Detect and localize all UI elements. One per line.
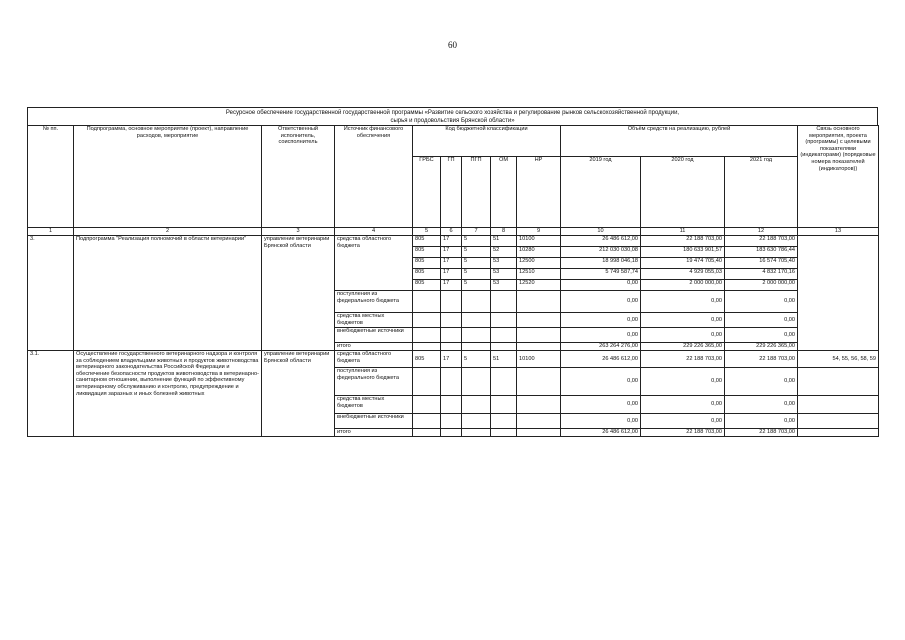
cell-2021: 0,00 bbox=[725, 368, 798, 396]
source-federal: поступления из федерального бюджета bbox=[335, 368, 413, 396]
cell-2021: 16 574 705,40 bbox=[725, 258, 798, 269]
cell-pgp: 5 bbox=[462, 280, 491, 291]
col-number: 10 bbox=[561, 228, 641, 236]
cell-2021: 0,00 bbox=[725, 328, 798, 343]
cell-2020: 19 474 705,40 bbox=[641, 258, 725, 269]
cell-link: 54, 55, 56, 58, 59 bbox=[798, 351, 879, 368]
col-number: 9 bbox=[517, 228, 561, 236]
page-number: 60 bbox=[448, 40, 457, 50]
cell-2019: 26 486 612,00 bbox=[561, 236, 641, 247]
row-executor: управление ветеринарии Брянской области bbox=[262, 236, 335, 351]
cell-2020: 22 188 703,00 bbox=[641, 429, 725, 437]
col-number: 2 bbox=[74, 228, 262, 236]
header-subprogram: Подпрограмма, основное мероприятие (проект), направление расходов, мероприятие bbox=[74, 126, 262, 228]
cell-2021: 229 226 365,00 bbox=[725, 343, 798, 351]
column-numbers-row bbox=[28, 228, 879, 236]
cell-grbs: 805 bbox=[413, 351, 441, 368]
cell-2020: 0,00 bbox=[641, 313, 725, 328]
cell-2021: 0,00 bbox=[725, 313, 798, 328]
row-name: Осуществление государственного ветеринарного надзора и контроля за соблюдением владельцами животных и продуктов животноводства ветеринарного законодательства Российской Федерации и обеспечение безопасности продуктов животноводства в ветеринарно-санитарном отношении, выполнение функций по эффективному ветеринарному обслуживанию и контролю, предупреждение и ликвидация заразных и иных болезней животных bbox=[74, 351, 262, 437]
header-2020: 2020 год bbox=[641, 157, 725, 228]
cell-2021: 0,00 bbox=[725, 396, 798, 414]
cell-2021: 22 188 703,00 bbox=[725, 429, 798, 437]
cell-gp: 17 bbox=[441, 280, 462, 291]
total-label: итого bbox=[335, 343, 413, 351]
cell-grbs: 805 bbox=[413, 247, 441, 258]
cell-2021: 183 630 786,44 bbox=[725, 247, 798, 258]
title-line-2: сырья и продовольствия Брянской области» bbox=[390, 118, 515, 124]
header-grbs: ГРБС bbox=[413, 157, 441, 228]
cell-grbs: 805 bbox=[413, 258, 441, 269]
source-federal: поступления из федерального бюджета bbox=[335, 291, 413, 313]
header-row bbox=[28, 126, 879, 157]
cell-2019: 0,00 bbox=[561, 414, 641, 429]
cell-2020: 0,00 bbox=[641, 414, 725, 429]
cell-2021: 0,00 bbox=[725, 414, 798, 429]
cell-2021: 22 188 703,00 bbox=[725, 351, 798, 368]
title-line-1: Ресурсное обеспечение государственной государственной программы «Развитие сельского хозяйства и регулирование рынков сельскохозяйственной продукции, bbox=[225, 110, 680, 116]
row-executor: управление ветеринарии Брянской области bbox=[262, 351, 335, 437]
cell-nr: 12500 bbox=[517, 258, 561, 269]
cell-2019: 18 998 046,18 bbox=[561, 258, 641, 269]
header-executor: Ответственный исполнитель, соисполнитель bbox=[262, 126, 335, 228]
header-budget-code: Код бюджетной классификации bbox=[413, 126, 561, 157]
cell-om: 53 bbox=[491, 258, 517, 269]
cell-2019: 0,00 bbox=[561, 368, 641, 396]
header-2021: 2021 год bbox=[725, 157, 798, 228]
header-om: ОМ bbox=[491, 157, 517, 228]
col-number: 13 bbox=[798, 228, 879, 236]
cell-nr: 12510 bbox=[517, 269, 561, 280]
cell-pgp: 5 bbox=[462, 247, 491, 258]
cell-gp: 17 bbox=[441, 247, 462, 258]
col-number: 3 bbox=[262, 228, 335, 236]
cell-2020: 0,00 bbox=[641, 396, 725, 414]
cell-pgp: 5 bbox=[462, 269, 491, 280]
row-number: 3.1. bbox=[28, 351, 74, 437]
cell-2020: 22 188 703,00 bbox=[641, 351, 725, 368]
source-extra: внебюджетные источники bbox=[335, 328, 413, 343]
source-regional: средства областного бюджета bbox=[335, 351, 413, 368]
row-number: 3. bbox=[28, 236, 74, 351]
header-source: Источник финансового обеспечения bbox=[335, 126, 413, 228]
cell-2019: 26 486 612,00 bbox=[561, 429, 641, 437]
cell-nr: 10100 bbox=[517, 236, 561, 247]
header-link: Связь основного мероприятия, проекта (программы) с целевыми показателями (индикаторами) (порядковые номера показателей (индикаторов)) bbox=[798, 126, 879, 228]
cell-gp: 17 bbox=[441, 258, 462, 269]
cell-pgp: 5 bbox=[462, 351, 491, 368]
col-number: 6 bbox=[441, 228, 462, 236]
cell-nr: 10280 bbox=[517, 247, 561, 258]
cell-2019: 263 264 276,00 bbox=[561, 343, 641, 351]
cell-grbs: 805 bbox=[413, 269, 441, 280]
header-nr: НР bbox=[517, 157, 561, 228]
cell-link bbox=[798, 236, 879, 351]
cell-2020: 229 226 365,00 bbox=[641, 343, 725, 351]
cell-om: 53 bbox=[491, 269, 517, 280]
cell-2020: 22 188 703,00 bbox=[641, 236, 725, 247]
cell-2019: 0,00 bbox=[561, 396, 641, 414]
col-number: 1 bbox=[28, 228, 74, 236]
cell-2019: 0,00 bbox=[561, 280, 641, 291]
cell-2021: 2 000 000,00 bbox=[725, 280, 798, 291]
cell-2020: 0,00 bbox=[641, 368, 725, 396]
cell-2021: 0,00 bbox=[725, 291, 798, 313]
cell-2020: 0,00 bbox=[641, 291, 725, 313]
col-number: 8 bbox=[491, 228, 517, 236]
cell-2019: 5 749 587,74 bbox=[561, 269, 641, 280]
source-local: средства местных бюджетов bbox=[335, 313, 413, 328]
cell-2019: 0,00 bbox=[561, 328, 641, 343]
source-local: средства местных бюджетов bbox=[335, 396, 413, 414]
cell-om: 52 bbox=[491, 247, 517, 258]
cell-2021: 4 832 170,16 bbox=[725, 269, 798, 280]
cell-grbs: 805 bbox=[413, 236, 441, 247]
col-number: 7 bbox=[462, 228, 491, 236]
col-number: 4 bbox=[335, 228, 413, 236]
cell-gp: 17 bbox=[441, 236, 462, 247]
cell-2019: 212 030 030,08 bbox=[561, 247, 641, 258]
cell-nr: 10100 bbox=[517, 351, 561, 368]
cell-2020: 0,00 bbox=[641, 328, 725, 343]
resource-table bbox=[27, 125, 879, 437]
cell-2020: 4 929 055,03 bbox=[641, 269, 725, 280]
cell-2020: 180 633 901,57 bbox=[641, 247, 725, 258]
source-regional: средства областного бюджета bbox=[335, 236, 413, 291]
cell-2020: 2 000 000,00 bbox=[641, 280, 725, 291]
table-row bbox=[28, 351, 879, 368]
cell-2019: 0,00 bbox=[561, 291, 641, 313]
cell-2019: 26 486 612,00 bbox=[561, 351, 641, 368]
col-number: 12 bbox=[725, 228, 798, 236]
total-label: итого bbox=[335, 429, 413, 437]
cell-2019: 0,00 bbox=[561, 313, 641, 328]
header-pgp: ПГП bbox=[462, 157, 491, 228]
header-num: № пп. bbox=[28, 126, 74, 228]
cell-pgp: 5 bbox=[462, 258, 491, 269]
table-title bbox=[27, 107, 878, 125]
header-2019: 2019 год bbox=[561, 157, 641, 228]
header-gp: ГП bbox=[441, 157, 462, 228]
cell-grbs: 805 bbox=[413, 280, 441, 291]
col-number: 5 bbox=[413, 228, 441, 236]
cell-pgp: 5 bbox=[462, 236, 491, 247]
cell-om: 51 bbox=[491, 351, 517, 368]
cell-om: 53 bbox=[491, 280, 517, 291]
header-volume: Объём средств на реализацию, рублей bbox=[561, 126, 798, 157]
cell-gp: 17 bbox=[441, 269, 462, 280]
source-extra: внебюджетные источники bbox=[335, 414, 413, 429]
row-name: Подпрограмма "Реализация полномочий в области ветеринарии" bbox=[74, 236, 262, 351]
cell-nr: 12520 bbox=[517, 280, 561, 291]
table-row bbox=[28, 236, 879, 247]
cell-om: 51 bbox=[491, 236, 517, 247]
cell-2021: 22 188 703,00 bbox=[725, 236, 798, 247]
cell-gp: 17 bbox=[441, 351, 462, 368]
col-number: 11 bbox=[641, 228, 725, 236]
